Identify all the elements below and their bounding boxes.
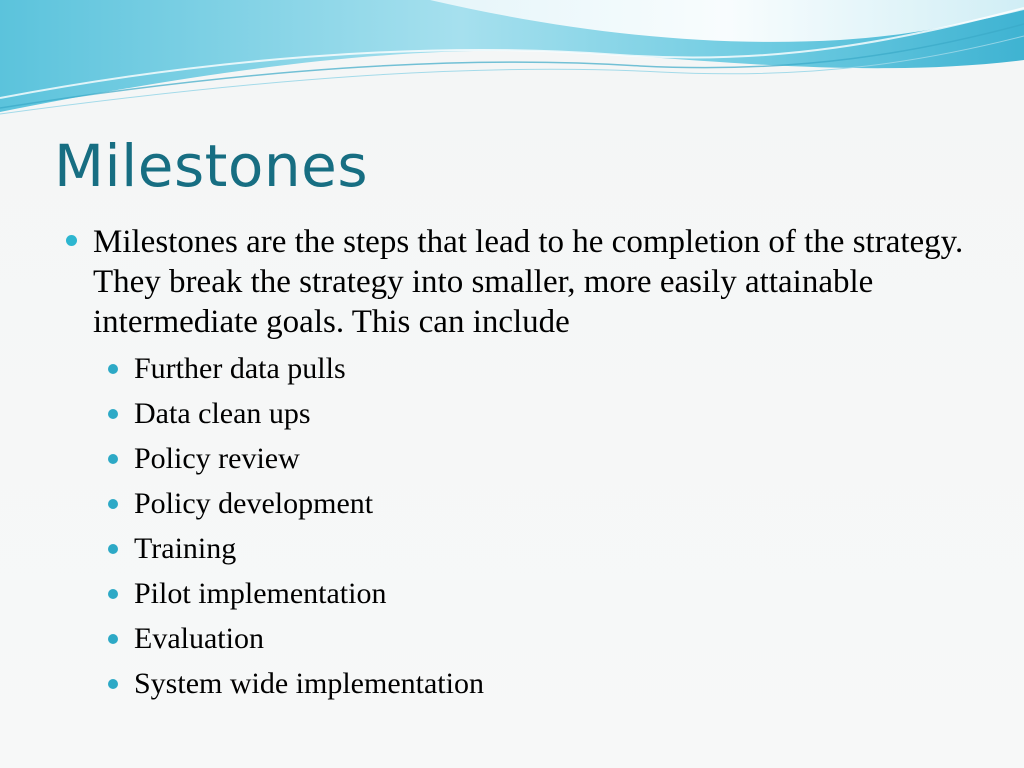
bullet-dot-icon <box>108 499 118 509</box>
bullet-dot-icon <box>108 409 118 419</box>
list-item: Pilot implementation <box>134 571 980 616</box>
main-bullet-text: Milestones are the steps that lead to he completion of the strategy. They break the strategy into smaller, more easily attainable intermediate goals. This can include <box>93 224 964 340</box>
bullet-dot-icon <box>108 679 118 689</box>
slide-title: Milestones <box>54 132 369 200</box>
slide-content <box>60 222 980 706</box>
bullet-dot-icon <box>108 454 118 464</box>
sub-bullet-list <box>60 346 980 706</box>
bullet-dot-icon <box>108 589 118 599</box>
list-item: Data clean ups <box>134 391 980 436</box>
list-item: Policy development <box>134 481 980 526</box>
bullet-dot-icon <box>66 235 77 246</box>
bullet-dot-icon <box>108 544 118 554</box>
list-item: Further data pulls <box>134 346 980 391</box>
list-item: Policy review <box>134 436 980 481</box>
main-bullet <box>60 222 980 342</box>
bullet-dot-icon <box>108 364 118 374</box>
header-wave-decoration <box>0 0 1024 130</box>
list-item: System wide implementation <box>134 661 980 706</box>
list-item: Training <box>134 526 980 571</box>
list-item: Evaluation <box>134 616 980 661</box>
bullet-dot-icon <box>108 634 118 644</box>
